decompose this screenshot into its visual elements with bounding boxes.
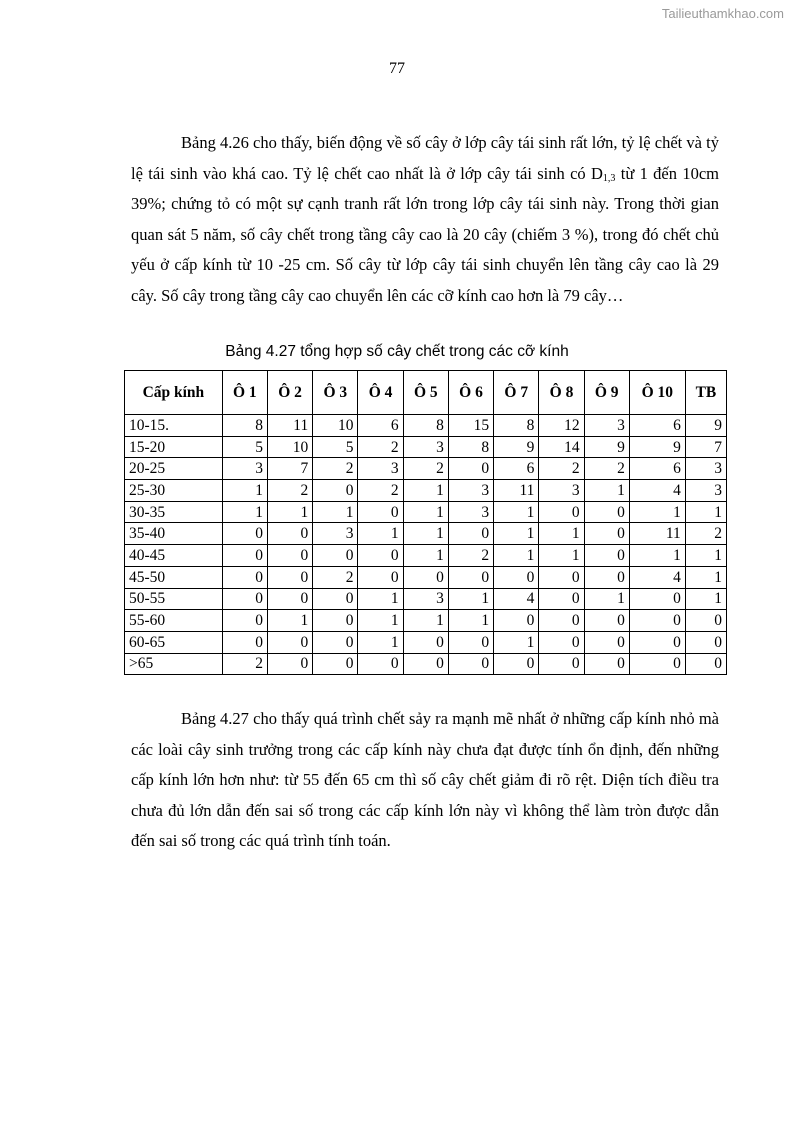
table-cell: 2 [358,480,403,502]
row-label: 60-65 [125,631,223,653]
table-cell: 0 [358,545,403,567]
table-row [125,523,727,545]
table-cell: 1 [358,610,403,632]
table-cell: 14 [539,436,584,458]
page-number: 77 [389,60,405,77]
table-cell: 0 [448,566,493,588]
row-label: 40-45 [125,545,223,567]
table-header-row [125,371,727,415]
table-cell: 0 [267,545,312,567]
table-cell: 1 [448,610,493,632]
table-cell: 0 [584,523,629,545]
table-cell: 0 [584,501,629,523]
dead-trees-table [124,370,727,675]
table-cell: 0 [448,458,493,480]
table-cell: 1 [685,566,726,588]
table-cell: 1 [403,501,448,523]
table-cell: 0 [584,545,629,567]
paragraph-1 [131,128,719,311]
row-label: 45-50 [125,566,223,588]
table-cell: 1 [403,480,448,502]
table-cell: 3 [685,458,726,480]
table-cell: 4 [629,480,685,502]
table-cell: 8 [448,436,493,458]
table-cell: 0 [267,588,312,610]
table-cell: 1 [685,545,726,567]
table-cell: 1 [358,631,403,653]
watermark: Tailieuthamkhao.com [661,6,784,21]
table-cell: 0 [448,653,493,675]
table-cell: 3 [403,588,448,610]
table-cell: 0 [539,501,584,523]
header-plot-2: Ô 2 [267,371,312,415]
table-row [125,631,727,653]
table-cell: 3 [222,458,267,480]
table-cell: 1 [403,523,448,545]
header-plot-1: Ô 1 [222,371,267,415]
table-cell: 0 [629,653,685,675]
table-cell: 3 [685,480,726,502]
table-cell: 1 [222,480,267,502]
table-cell: 1 [222,501,267,523]
table-cell: 6 [629,415,685,437]
table-row [125,501,727,523]
row-label: 30-35 [125,501,223,523]
table-cell: 2 [584,458,629,480]
table-cell: 9 [629,436,685,458]
table-cell: 0 [313,610,358,632]
table-cell: 0 [629,631,685,653]
table-cell: 9 [494,436,539,458]
table-cell: 0 [448,523,493,545]
table-cell: 0 [222,523,267,545]
table-cell: 3 [358,458,403,480]
header-plot-6: Ô 6 [448,371,493,415]
table-cell: 0 [267,566,312,588]
table-cell: 2 [539,458,584,480]
header-plot-3: Ô 3 [313,371,358,415]
table-cell: 0 [539,610,584,632]
table-row [125,588,727,610]
table-cell: 0 [494,653,539,675]
table-cell: 1 [629,545,685,567]
header-plot-11: TB [685,371,726,415]
paragraph-1-text-b: từ 1 đến 10cm 39%; chứng tỏ có một sự cạnh tranh rất lớn trong lớp cây tái sinh này. Trong thời gian quan sát 5 năm, số cây chết trong tầng cây cao là 20 cây (chiếm 3 %), trong đó chết chủ yếu ở cấp kính từ 10 -25 cm. Số cây từ lớp cây tái sinh chuyển lên tầng cây cao là 29 cây. Số cây trong tầng cây cao chuyển lên các cỡ kính cao hơn là 79 cây… [131,163,720,305]
table-cell: 0 [629,610,685,632]
table-row [125,610,727,632]
table-cell: 9 [584,436,629,458]
table-cell: 0 [584,610,629,632]
table-cell: 0 [685,631,726,653]
table-cell: 1 [629,501,685,523]
header-plot-5: Ô 5 [403,371,448,415]
table-cell: 1 [539,523,584,545]
table-cell: 0 [267,653,312,675]
table-cell: 1 [494,501,539,523]
table-cell: 7 [685,436,726,458]
table-cell: 8 [222,415,267,437]
table-cell: 0 [222,566,267,588]
table-cell: 3 [448,480,493,502]
table-cell: 2 [685,523,726,545]
table-row [125,653,727,675]
table-cell: 0 [222,588,267,610]
table-cell: 0 [358,653,403,675]
paragraph-1-text-a: Bảng 4.26 cho thấy, biến động về số cây ở lớp cây tái sinh rất lớn, tỷ lệ chết và tỷ lệ tái sinh vào khá cao. Tỷ lệ chết cao nhất là ở lớp cây tái sinh có D [131,133,719,183]
table-row [125,415,727,437]
row-label: 15-20 [125,436,223,458]
table-cell: 9 [685,415,726,437]
table-cell: 0 [358,501,403,523]
row-label: 35-40 [125,523,223,545]
table-cell: 1 [313,501,358,523]
table-cell: 0 [267,631,312,653]
table-cell: 0 [685,653,726,675]
table-cell: 4 [494,588,539,610]
row-label: >65 [125,653,223,675]
table-cell: 12 [539,415,584,437]
table-cell: 0 [539,653,584,675]
table-cell: 1 [267,610,312,632]
table-cell: 6 [494,458,539,480]
table-cell: 4 [629,566,685,588]
table-cell: 1 [494,631,539,653]
table-cell: 10 [267,436,312,458]
table-cell: 15 [448,415,493,437]
table-cell: 3 [313,523,358,545]
table-cell: 0 [494,610,539,632]
table-cell: 0 [403,631,448,653]
table-cell: 0 [222,545,267,567]
table-cell: 1 [358,523,403,545]
table-cell: 5 [222,436,267,458]
table-row [125,436,727,458]
table-cell: 0 [267,523,312,545]
table-cell: 0 [358,566,403,588]
table-cell: 0 [313,631,358,653]
header-plot-9: Ô 9 [584,371,629,415]
table-cell: 0 [313,480,358,502]
table-cell: 0 [584,566,629,588]
header-diameter-class: Cấp kính [125,371,223,415]
table-cell: 1 [685,588,726,610]
table-cell: 0 [685,610,726,632]
table-cell: 0 [584,653,629,675]
table-cell: 11 [267,415,312,437]
table-cell: 3 [403,436,448,458]
table-cell: 0 [222,631,267,653]
table-cell: 0 [539,566,584,588]
table-cell: 1 [584,588,629,610]
table-cell: 2 [222,653,267,675]
table-cell: 8 [494,415,539,437]
header-plot-10: Ô 10 [629,371,685,415]
table-row [125,566,727,588]
table-row [125,480,727,502]
table-cell: 1 [358,588,403,610]
row-label: 10-15. [125,415,223,437]
row-label: 55-60 [125,610,223,632]
table-cell: 3 [448,501,493,523]
row-label: 50-55 [125,588,223,610]
table-cell: 0 [494,566,539,588]
table-cell: 1 [448,588,493,610]
table-cell: 0 [539,631,584,653]
row-label: 20-25 [125,458,223,480]
table-cell: 2 [403,458,448,480]
table-cell: 0 [313,653,358,675]
table-cell: 2 [358,436,403,458]
table-cell: 0 [539,588,584,610]
table-cell: 0 [403,566,448,588]
table-cell: 0 [403,653,448,675]
table-cell: 2 [267,480,312,502]
table-cell: 8 [403,415,448,437]
table-cell: 0 [448,631,493,653]
table-row [125,458,727,480]
row-label: 25-30 [125,480,223,502]
table-cell: 1 [584,480,629,502]
table-cell: 10 [313,415,358,437]
table-caption: Bảng 4.27 tổng hợp số cây chết trong các cỡ kính [225,343,569,360]
table-cell: 1 [267,501,312,523]
table-cell: 7 [267,458,312,480]
table-cell: 0 [629,588,685,610]
paragraph-2 [131,704,719,857]
table-cell: 2 [313,566,358,588]
table-cell: 2 [448,545,493,567]
table-cell: 11 [629,523,685,545]
table-cell: 1 [494,523,539,545]
table-cell: 2 [313,458,358,480]
paragraph-1-subscript: 1,3 [602,172,616,184]
table-cell: 0 [313,588,358,610]
table-row [125,545,727,567]
table-cell: 3 [584,415,629,437]
header-plot-4: Ô 4 [358,371,403,415]
table-cell: 1 [494,545,539,567]
table-cell: 5 [313,436,358,458]
table-cell: 0 [313,545,358,567]
table-cell: 1 [403,610,448,632]
table-cell: 0 [584,631,629,653]
table-cell: 11 [494,480,539,502]
header-plot-7: Ô 7 [494,371,539,415]
table-cell: 6 [358,415,403,437]
table-cell: 3 [539,480,584,502]
header-plot-8: Ô 8 [539,371,584,415]
table-cell: 1 [685,501,726,523]
table-cell: 1 [539,545,584,567]
table-cell: 6 [629,458,685,480]
paragraph-2-text: Bảng 4.27 cho thấy quá trình chết sảy ra mạnh mẽ nhất ở những cấp kính nhỏ mà các loài cây sinh trưởng trong các cấp kính này chưa đạt được tính ổn định, đến những cấp kính lớn hơn như: từ 55 đến 65 cm thì số cây chết giảm đi rõ rệt. Diện tích điều tra chưa đủ lớn dẫn đến sai số trong các cấp kính lớn này vì không thể làm tròn được dẫn đến sai số trong các quá trình tính toán. [131,709,719,850]
table-cell: 1 [403,545,448,567]
table-cell: 0 [222,610,267,632]
